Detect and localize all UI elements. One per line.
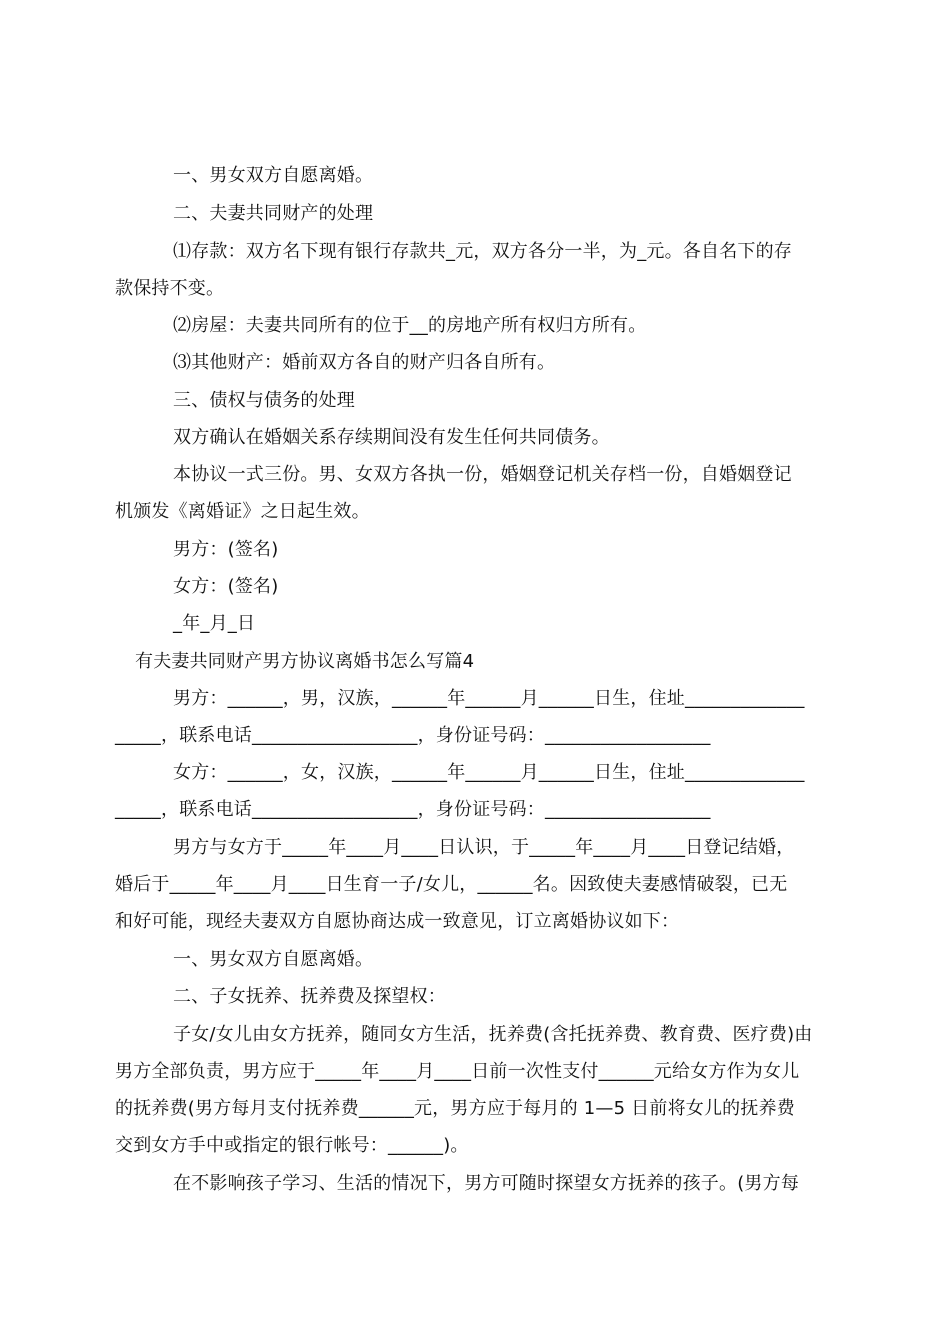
male-info-line-2: _____，联系电话__________________，身份证号码：__________________ [115, 725, 711, 746]
male-signature: 男方：(签名) [173, 539, 279, 560]
marriage-history-line-2: 婚后于_____年____月____日生育一子/女儿，______名。因致使夫妻感情破裂，已无 [115, 874, 788, 895]
date-line: _年_月_日 [173, 613, 256, 634]
debt-statement: 双方确认在婚姻关系存续期间没有发生任何共同债务。 [173, 427, 610, 448]
copies-clause-line-1: 本协议一式三份。男、女双方各执一份，婚姻登记机关存档一份，自婚姻登记 [173, 464, 792, 485]
copies-clause-line-2: 机颁发《离婚证》之日起生效。 [115, 501, 370, 522]
section-title: 有夫妻共同财产男方协议离婚书怎么写篇4 [135, 651, 475, 672]
clause-1-voluntary-divorce: 一、男女双方自愿离婚。 [173, 165, 374, 186]
clause-1-voluntary-divorce-2: 一、男女双方自愿离婚。 [173, 949, 374, 970]
female-info-line-1: 女方：______，女，汉族，______年______月______日生，住址_____________ [173, 762, 805, 783]
marriage-history-line-3: 和好可能，现经夫妻双方自愿协商达成一致意见，订立离婚协议如下： [115, 911, 680, 932]
property-other: ⑶其他财产：婚前双方各自的财产归各自所有。 [173, 352, 556, 373]
child-support-line-1: 子女/女儿由女方抚养，随同女方生活，抚养费(含托抚养费、教育费、医疗费)由 [173, 1024, 813, 1045]
property-deposits-line-1: ⑴存款：双方名下现有银行存款共_元，双方各分一半，为_元。各自名下的存 [173, 241, 792, 262]
child-support-line-4: 交到女方手中或指定的银行帐号：______)。 [115, 1135, 469, 1156]
female-signature: 女方：(签名) [173, 576, 279, 597]
clause-3-debt-heading: 三、债权与债务的处理 [173, 390, 355, 411]
visitation-line-1: 在不影响孩子学习、生活的情况下，男方可随时探望女方抚养的孩子。(男方每 [173, 1173, 800, 1194]
female-info-line-2: _____，联系电话__________________，身份证号码：__________________ [115, 799, 711, 820]
marriage-history-line-1: 男方与女方于_____年____月____日认识，于_____年____月____日登记结婚， [173, 837, 795, 858]
clause-2-property-heading: 二、夫妻共同财产的处理 [173, 203, 374, 224]
clause-2-child-support-heading: 二、子女抚养、抚养费及探望权： [173, 986, 446, 1007]
property-house: ⑵房屋：夫妻共同所有的位于__的房地产所有权归方所有。 [173, 315, 647, 336]
child-support-line-2: 男方全部负责，男方应于_____年____月____日前一次性支付______元给女方作为女儿 [115, 1061, 800, 1082]
male-info-line-1: 男方：______，男，汉族，______年______月______日生，住址_____________ [173, 688, 805, 709]
property-deposits-line-2: 款保持不变。 [115, 278, 225, 299]
child-support-line-3: 的抚养费(男方每月支付抚养费______元，男方应于每月的 1—5 日前将女儿的抚养费 [115, 1098, 795, 1119]
